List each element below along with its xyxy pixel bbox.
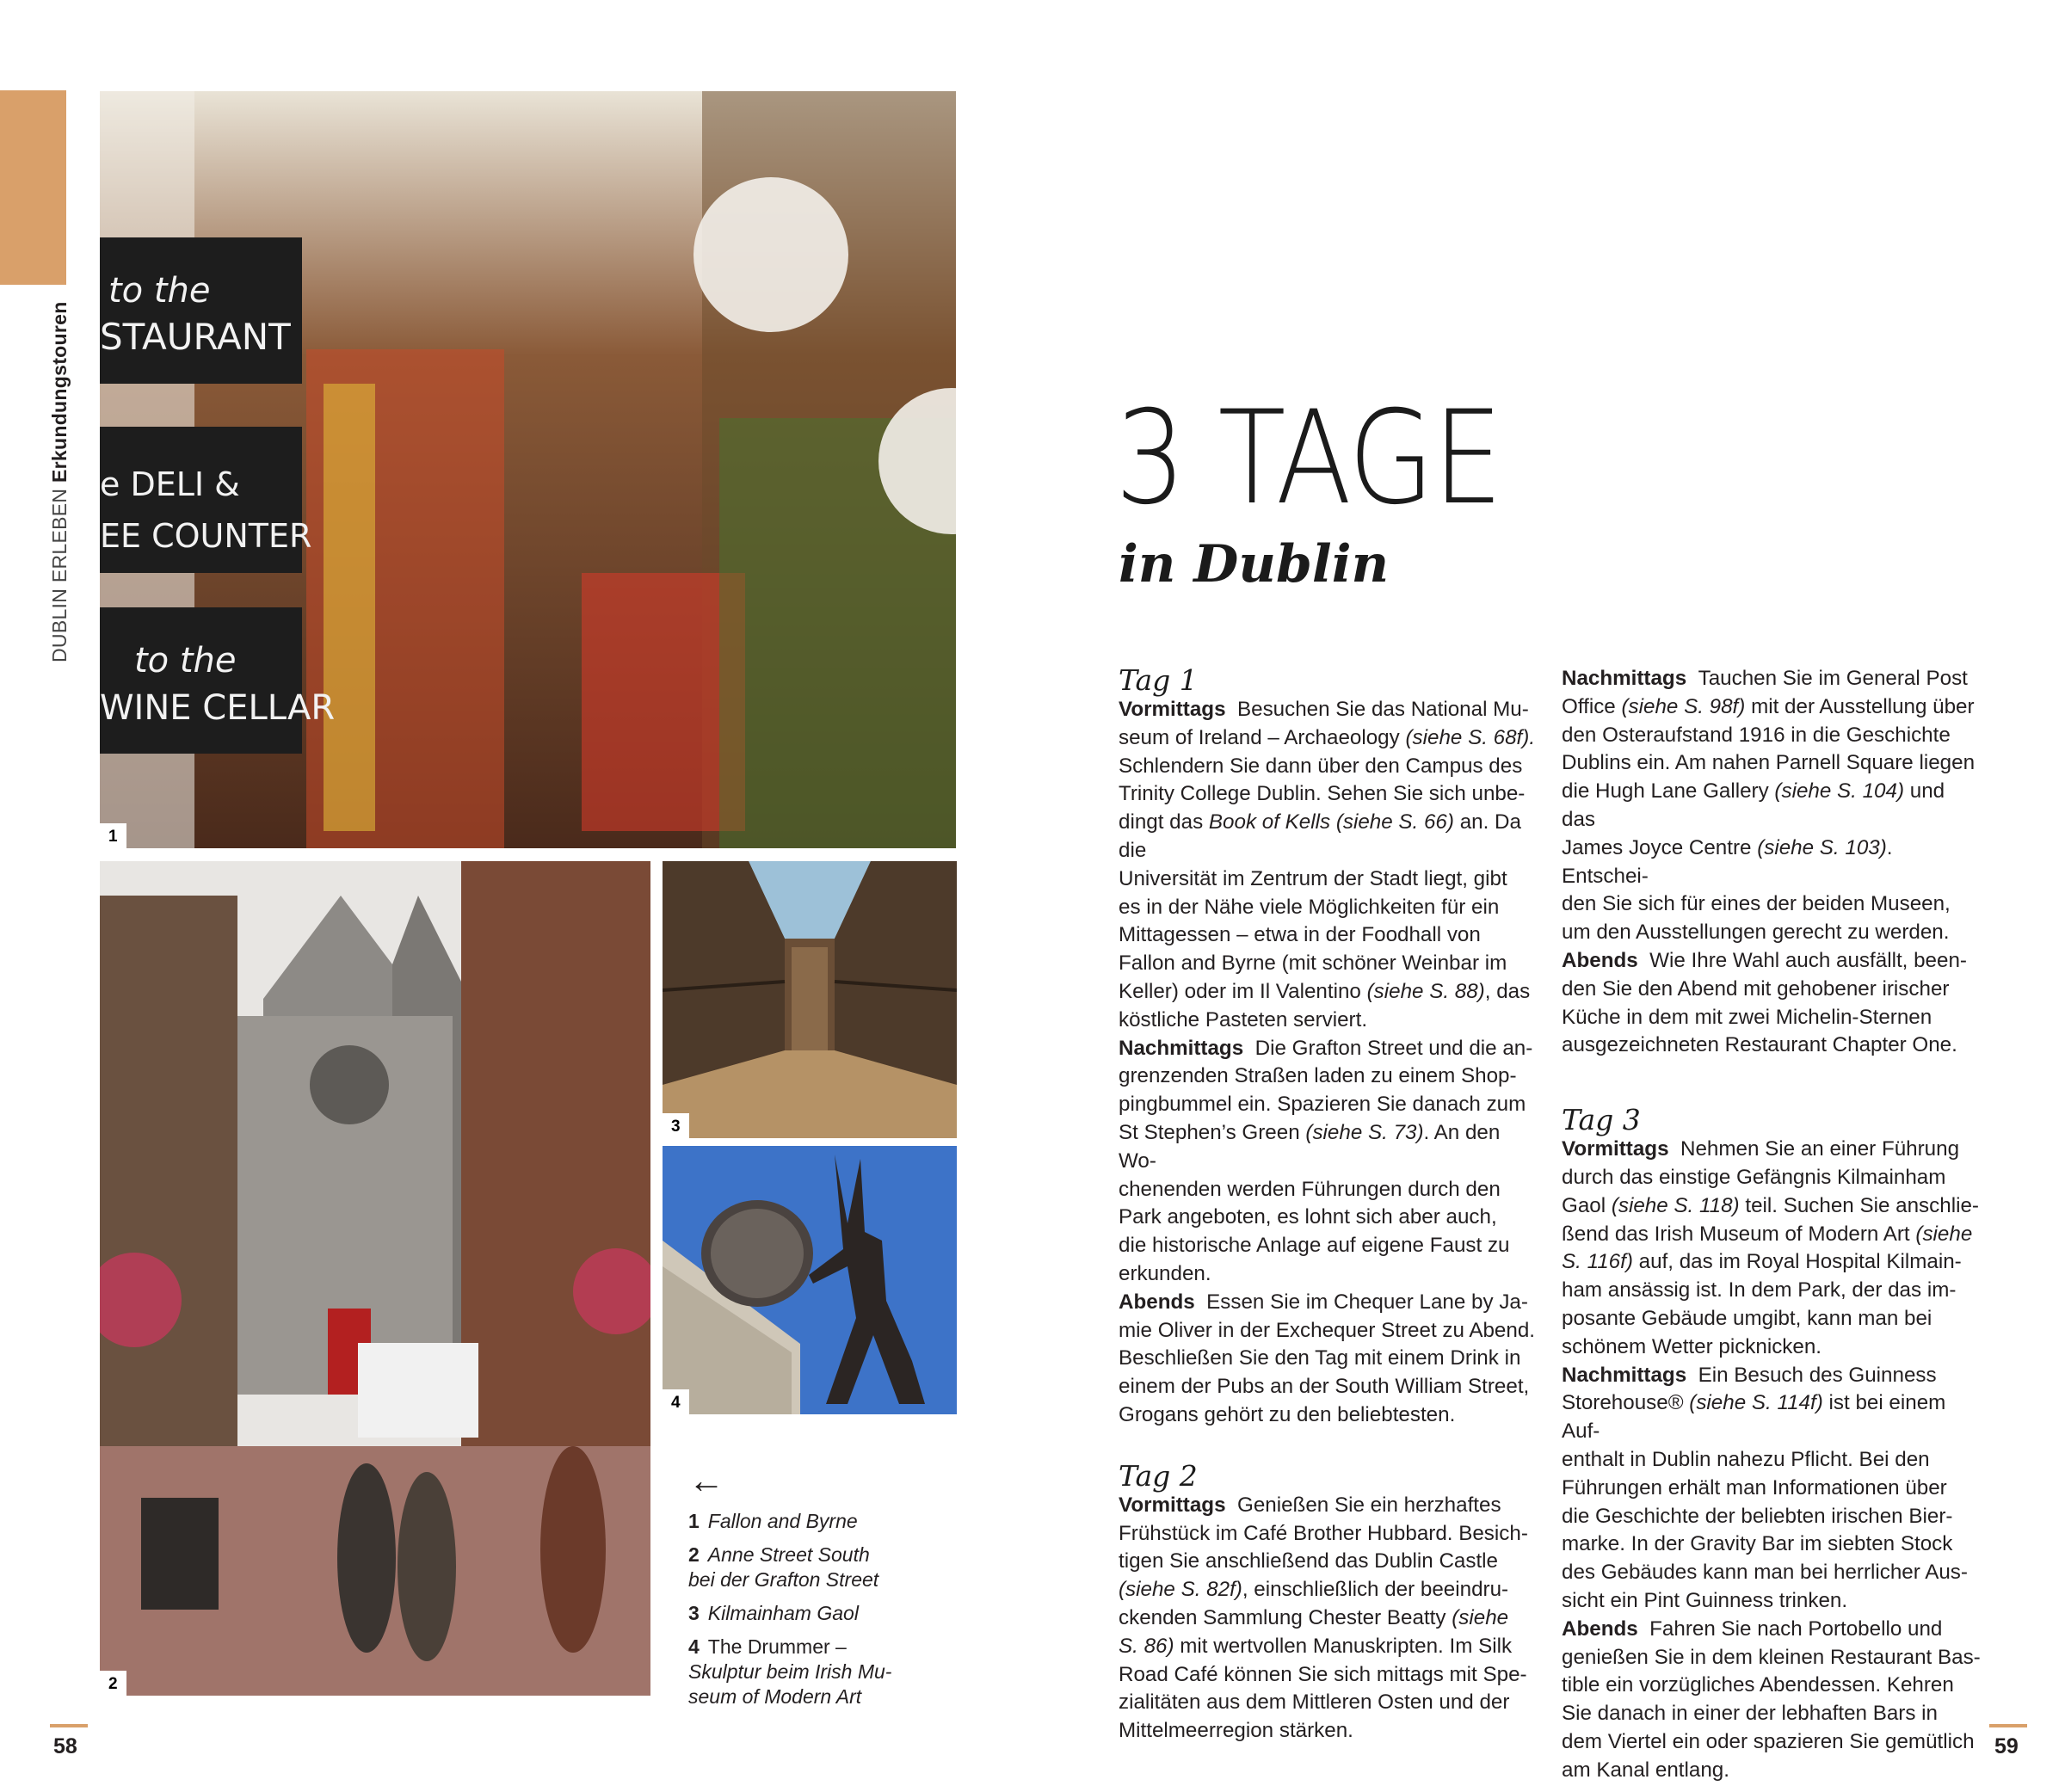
paragraph-vormittags: Vormittags Besuchen Sie das National Mu- seum of Ireland – Archaeology (siehe S. 68f). Schlendern Sie dann über den Campus des Trinity College Dublin. Sehen Sie sich unbe- dingt das Book of Kells (siehe S. 66) an. Da die Universität im Zentrum der Stadt liegt, gibt es in der Nähe viele Möglichkeiten für ein Mittagessen – etwa in der Foodhall von Fallon and Byrne (mit schöner Weinbar im Keller) oder im Il Valentino (siehe S. 88), das köstliche Pasteten serviert.	[1119, 698, 1536, 1031]
running-head	[48, 301, 71, 662]
day-heading: Tag 1	[1119, 663, 1198, 697]
arrow-left-icon: ←	[688, 1460, 724, 1500]
sign-text: to the	[108, 271, 211, 311]
paragraph-vormittags: Vormittags Nehmen Sie an einer Führung durch das einstige Gefängnis Kilmainham Gaol (siehe S. 118) teil. Suchen Sie anschlie- ßend das Irish Museum of Modern Art (siehe S. 116f) auf, das im Royal Hospital Kilmain- ham ansässig ist. In dem Park, der das im- posante Gebäude umgibt, kann man bei schönem Wetter picknicken.	[1562, 1137, 1979, 1358]
photo-number: 4	[663, 1389, 689, 1414]
paragraph-nachmittags: Nachmittags Die Grafton Street und die an- grenzenden Straßen laden zu einem Shop- pingbummel ein. Spazieren Sie danach zum St Stephen’s Green (siehe S. 73). An den Wo- chenenden werden Führungen durch den Park angeboten, es lohnt sich aber auch, die historische Anlage auf eigene Faust zu erkunden.	[1119, 1036, 1533, 1285]
paragraph-abends: Abends Wie Ihre Wahl auch ausfällt, been- den Sie den Abend mit gehobener irischer Küche in dem mit zwei Michelin-Sternen ausgezeichneten Restaurant Chapter One.	[1562, 948, 1967, 1057]
caption-1: 1 Fallon and Byrne	[688, 1510, 858, 1532]
sign-text: STAURANT	[100, 316, 291, 358]
photo-drummer	[663, 1146, 957, 1414]
photo-street	[100, 861, 650, 1696]
page-title: 3 TAGE	[1115, 384, 1502, 533]
sign-text: WINE CELLAR	[100, 688, 336, 728]
sign-text: e DELI &	[100, 465, 240, 503]
photo-number: 3	[663, 1113, 689, 1138]
day-heading: Tag 2	[1119, 1458, 1198, 1493]
running-head-chapter: Erkundungstouren	[48, 301, 71, 483]
page-number-right: 59	[1994, 1734, 2019, 1758]
paragraph-vormittags: Vormittags Genießen Sie ein herzhaftes Frühstück im Café Brother Hubbard. Besich- tigen Sie anschließend das Dublin Castle (siehe S. 82f), einschließlich der beeindru- ckenden Sammlung Chester Beatty (siehe S. 86) mit wertvollen Manuskripten. Im Silk Road Café können Sie sich mittags mit Spe- zialitäten aus dem Mittleren Osten und der Mittelmeerregion stärken.	[1119, 1493, 1528, 1743]
page-number-rule	[50, 1724, 88, 1727]
paragraph-nachmittags: Nachmittags Tauchen Sie im General Post Office (siehe S. 98f) mit der Ausstellung über den Osteraufstand 1916 in die Geschichte Dublins ein. Am nahen Parnell Square liegen die Hugh Lane Gallery (siehe S. 104) und das James Joyce Centre (siehe S. 103). Entschei- den Sie sich für eines der beiden Museen, um den Ausstellungen gerecht zu werden.	[1562, 667, 1976, 945]
photo-market	[100, 91, 956, 848]
page-subtitle: in Dublin	[1119, 534, 1390, 594]
paragraph-abends: Abends Fahren Sie nach Portobello und genießen Sie in dem kleinen Restaurant Bas- tible ein vorzügliches Abendessen. Kehren Sie danach in einer der lebhaften Bars in dem Viertel ein oder spazieren Sie gemütlich am Kanal entlang.	[1562, 1616, 1981, 1782]
paragraph-nachmittags: Nachmittags Ein Besuch des Guinness Storehouse® (siehe S. 114f) ist bei einem Auf- enthalt in Dublin nahezu Pflicht. Bei den Führungen erhält man Informationen über die Geschichte der beliebten irischen Bier- marke. In der Gravity Bar im siebten Stock des Gebäudes kann man bei herrlicher Aus- sicht ein Pint Guinness trinken.	[1562, 1363, 1968, 1612]
sign-text: EE COUNTER	[100, 517, 312, 555]
day-heading: Tag 3	[1562, 1103, 1641, 1137]
page-number-left: 58	[53, 1734, 77, 1758]
page-number-rule	[1989, 1724, 2027, 1727]
caption-2: 2 Anne Street South bei der Grafton Street	[688, 1543, 879, 1591]
photo-gaol	[663, 861, 957, 1138]
photo-number: 2	[100, 1671, 126, 1696]
photo-captions	[688, 1460, 921, 1718]
text-column-1	[1119, 665, 1540, 1746]
text-column-2	[1562, 665, 1983, 1784]
running-head-section: DUBLIN ERLEBEN	[48, 488, 71, 662]
caption-3: 3 Kilmainham Gaol	[688, 1602, 859, 1624]
sign-text: to the	[134, 641, 237, 680]
paragraph-abends: Abends Essen Sie im Chequer Lane by Ja- mie Oliver in der Exchequer Street zu Abend. Beschließen Sie den Tag mit einem Drink in einem der Pubs an der South William Street, Grogans gehört zu den beliebtesten.	[1119, 1290, 1535, 1426]
chapter-tab	[0, 90, 66, 285]
caption-4: 4 The Drummer – Skulptur beim Irish Mu- seum of Modern Art	[688, 1635, 892, 1708]
photo-number: 1	[100, 823, 126, 848]
